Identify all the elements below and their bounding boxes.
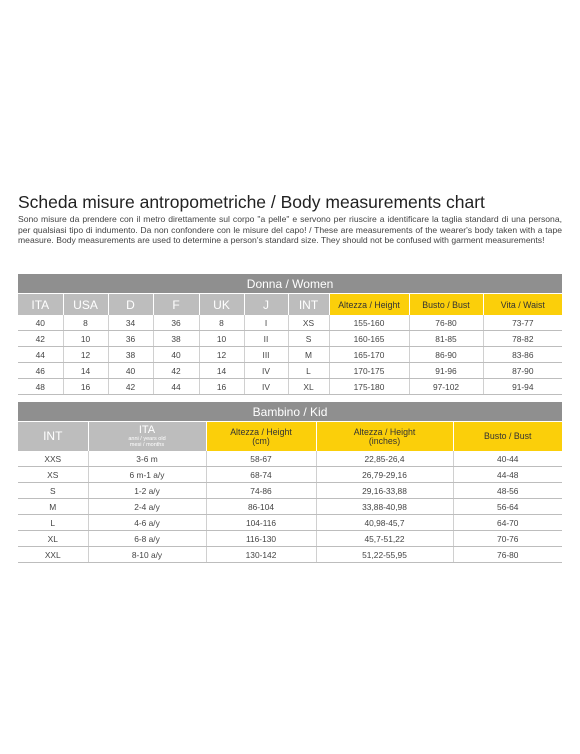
table-cell: 104-116 bbox=[206, 515, 316, 531]
header-height-in bbox=[316, 422, 453, 452]
table-cell: 33,88-40,98 bbox=[316, 499, 453, 515]
header-height-in-unit: (inches) bbox=[368, 435, 401, 446]
table-cell: 26,79-29,16 bbox=[316, 467, 453, 483]
header-d: D bbox=[108, 294, 153, 316]
table-cell: 116-130 bbox=[206, 531, 316, 547]
header-ita-sub2: mesi / months bbox=[129, 442, 165, 448]
table-cell: 6 m-1 a/y bbox=[88, 467, 206, 483]
table-cell: 76-80 bbox=[453, 547, 562, 563]
table-cell: 34 bbox=[108, 315, 153, 331]
table-cell: 86-104 bbox=[206, 499, 316, 515]
table-row bbox=[18, 451, 562, 467]
header-height-cm-label: Altezza / Height bbox=[230, 426, 292, 437]
table-cell: 81-85 bbox=[409, 331, 483, 347]
table-row bbox=[18, 483, 562, 499]
table-cell: 2-4 a/y bbox=[88, 499, 206, 515]
table-row bbox=[18, 467, 562, 483]
women-header-row bbox=[18, 294, 562, 316]
header-height-cm-unit: (cm) bbox=[252, 435, 270, 446]
table-cell: 29,16-33,88 bbox=[316, 483, 453, 499]
header-uk: UK bbox=[199, 294, 244, 316]
table-cell: 4-6 a/y bbox=[88, 515, 206, 531]
women-table-title: Donna / Women bbox=[18, 274, 562, 294]
table-cell: 97-102 bbox=[409, 379, 483, 395]
table-cell: 22,85-26,4 bbox=[316, 451, 453, 467]
table-cell: 170-175 bbox=[329, 363, 409, 379]
table-cell: 56-64 bbox=[453, 499, 562, 515]
table-cell: 45,7-51,22 bbox=[316, 531, 453, 547]
table-cell: 3-6 m bbox=[88, 451, 206, 467]
table-cell: 40 bbox=[18, 315, 63, 331]
table-cell: 58-67 bbox=[206, 451, 316, 467]
table-cell: XS bbox=[288, 315, 329, 331]
header-waist: Vita / Waist bbox=[483, 294, 562, 316]
table-cell: L bbox=[288, 363, 329, 379]
table-cell: 42 bbox=[18, 331, 63, 347]
table-cell: 83-86 bbox=[483, 347, 562, 363]
table-cell: 6-8 a/y bbox=[88, 531, 206, 547]
table-cell: 73-77 bbox=[483, 315, 562, 331]
header-height-in-label: Altezza / Height bbox=[353, 426, 416, 437]
table-row bbox=[18, 547, 562, 563]
kid-table-title: Bambino / Kid bbox=[18, 402, 562, 422]
table-cell: 44 bbox=[18, 347, 63, 363]
table-cell: 38 bbox=[153, 331, 199, 347]
table-cell: 48-56 bbox=[453, 483, 562, 499]
table-cell: S bbox=[288, 331, 329, 347]
table-row bbox=[18, 515, 562, 531]
table-row bbox=[18, 531, 562, 547]
header-ita: ITA bbox=[18, 294, 63, 316]
table-cell: 40 bbox=[108, 363, 153, 379]
table-cell: 10 bbox=[199, 331, 244, 347]
table-row bbox=[18, 363, 562, 379]
table-row bbox=[18, 315, 562, 331]
table-cell: XL bbox=[288, 379, 329, 395]
table-row bbox=[18, 331, 562, 347]
table-cell: 38 bbox=[108, 347, 153, 363]
table-cell: 36 bbox=[108, 331, 153, 347]
table-cell: S bbox=[18, 483, 88, 499]
header-f: F bbox=[153, 294, 199, 316]
table-cell: IV bbox=[244, 363, 288, 379]
table-cell: 42 bbox=[108, 379, 153, 395]
table-cell: 12 bbox=[199, 347, 244, 363]
table-cell: 10 bbox=[63, 331, 108, 347]
table-cell: 40 bbox=[153, 347, 199, 363]
header-ita bbox=[88, 422, 206, 452]
table-cell: 8 bbox=[199, 315, 244, 331]
table-cell: 87-90 bbox=[483, 363, 562, 379]
table-cell: 91-94 bbox=[483, 379, 562, 395]
table-cell: 86-90 bbox=[409, 347, 483, 363]
header-bust: Busto / Bust bbox=[453, 422, 562, 452]
header-int: INT bbox=[18, 422, 88, 452]
table-cell: M bbox=[288, 347, 329, 363]
table-cell: 48 bbox=[18, 379, 63, 395]
header-j: J bbox=[244, 294, 288, 316]
table-cell: XL bbox=[18, 531, 88, 547]
kid-header-row bbox=[18, 422, 562, 452]
women-size-table bbox=[18, 274, 562, 395]
table-cell: 130-142 bbox=[206, 547, 316, 563]
table-cell: 51,22-55,95 bbox=[316, 547, 453, 563]
table-cell: II bbox=[244, 331, 288, 347]
table-cell: 40,98-45,7 bbox=[316, 515, 453, 531]
table-cell: XXL bbox=[18, 547, 88, 563]
header-int: INT bbox=[288, 294, 329, 316]
table-cell: 68-74 bbox=[206, 467, 316, 483]
table-cell: 46 bbox=[18, 363, 63, 379]
table-cell: 155-160 bbox=[329, 315, 409, 331]
table-cell: I bbox=[244, 315, 288, 331]
header-ita-sub: anni / years old bbox=[128, 436, 166, 442]
table-cell: XXS bbox=[18, 451, 88, 467]
page-title: Scheda misure antropometriche / Body measurements chart bbox=[18, 192, 485, 212]
table-cell: 40-44 bbox=[453, 451, 562, 467]
header-height-cm bbox=[206, 422, 316, 452]
table-cell: 44 bbox=[153, 379, 199, 395]
table-cell: 16 bbox=[199, 379, 244, 395]
table-cell: III bbox=[244, 347, 288, 363]
table-cell: 91-96 bbox=[409, 363, 483, 379]
table-cell: 70-76 bbox=[453, 531, 562, 547]
table-cell: L bbox=[18, 515, 88, 531]
description: Sono misure da prendere con il metro direttamente sul corpo "a pelle" e servono per riuscire a identificare la taglia standard di una persona, per qualsiasi tipo di indumento. Da non confondere con le misure del capo! / These are measurements of the wearer's body taken with a tape measure. Body measurements are used to determine a person's standard size. They should not be confused with garment measurements! bbox=[18, 214, 562, 246]
table-cell: 14 bbox=[199, 363, 244, 379]
table-cell: 165-170 bbox=[329, 347, 409, 363]
header-usa: USA bbox=[63, 294, 108, 316]
header-bust: Busto / Bust bbox=[409, 294, 483, 316]
table-cell: 44-48 bbox=[453, 467, 562, 483]
table-cell: 78-82 bbox=[483, 331, 562, 347]
table-cell: 74-86 bbox=[206, 483, 316, 499]
table-cell: 76-80 bbox=[409, 315, 483, 331]
table-cell: 175-180 bbox=[329, 379, 409, 395]
table-cell: M bbox=[18, 499, 88, 515]
header-ita-label: ITA bbox=[138, 424, 156, 436]
table-cell: 8-10 a/y bbox=[88, 547, 206, 563]
table-row bbox=[18, 379, 562, 395]
table-cell: 1-2 a/y bbox=[88, 483, 206, 499]
table-cell: 160-165 bbox=[329, 331, 409, 347]
table-cell: 8 bbox=[63, 315, 108, 331]
header-height: Altezza / Height bbox=[329, 294, 409, 316]
table-cell: 16 bbox=[63, 379, 108, 395]
kid-size-table bbox=[18, 402, 562, 563]
table-cell: 64-70 bbox=[453, 515, 562, 531]
table-cell: 14 bbox=[63, 363, 108, 379]
table-cell: IV bbox=[244, 379, 288, 395]
table-cell: 42 bbox=[153, 363, 199, 379]
table-cell: 36 bbox=[153, 315, 199, 331]
table-row bbox=[18, 499, 562, 515]
table-cell: XS bbox=[18, 467, 88, 483]
table-cell: 12 bbox=[63, 347, 108, 363]
table-row bbox=[18, 347, 562, 363]
